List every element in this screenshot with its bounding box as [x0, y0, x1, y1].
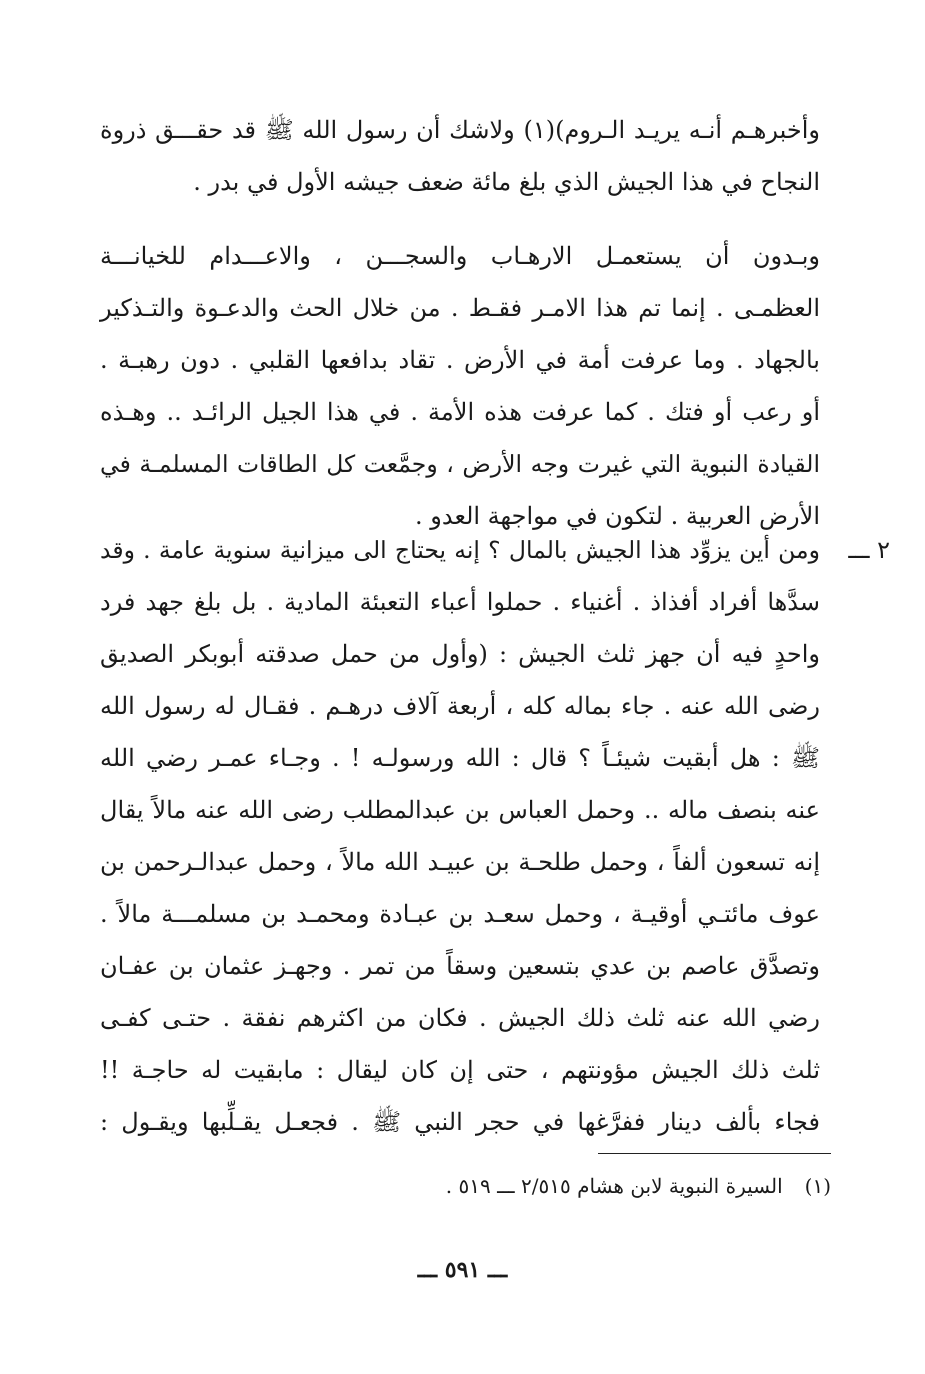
text-line: وبـدون أن يستعمـل الارهـاب والسجـــن ، والاعـــدام للخيانـــة — [100, 242, 820, 270]
footnote — [111, 1166, 831, 1206]
text-line: النجاح في هذا الجيش الذي بلغ مائة ضعف جيشه الأول في بدر . — [193, 168, 820, 196]
text-line: سدَّها أفراد أفذاذ . أغنياء . حملوا أعباء التعبئة المادية . بل بلغ جهد فرد — [100, 588, 820, 616]
text-line: واحدٍ فيه أن جهز ثلث الجيش : (وأول من حمل صدقته أبوبكر الصديق — [100, 640, 820, 668]
footnote-text: السيرة النبوية لابن هشام ٢/٥١٥ ـــ ٥١٩ . — [445, 1174, 783, 1198]
text-line: ﷺ : هل أبقيت شيئـاً ؟ قال : الله ورسولـه ! . وجـاء عمـر رضي الله — [100, 744, 820, 772]
text-line: ثلث ذلك الجيش مؤونتهم ، حتى إن كان ليقال : مابقيت له حاجـة !! — [100, 1056, 820, 1084]
text-line: رضى الله عنه . جاء بماله كله ، أربعة آلاف درهـم . فقـال له رسول الله — [100, 692, 820, 720]
text-line: العظمـى . إنما تم هذا الامـر فقـط . من خلال الحث والدعـوة والتـذكير — [100, 294, 820, 322]
text-line: رضي الله عنه ثلث ذلك الجيش . فكان من اكثرهم نفقة . حتـى كفـى — [100, 1004, 820, 1032]
text-line: إنه تسعون ألفاً ، وحمل طلحـة بن عبيـد الله مالاً ، وحمل عبدالـرحمن بن — [100, 848, 820, 876]
text-line: ومن أين يزوِّد هذا الجيش بالمال ؟ إنه يحتاج الى ميزانية سنوية عامة . وقد — [100, 536, 820, 564]
text-line: القيادة النبوية التي غيرت وجه الأرض ، وجمَّعت كل الطاقات المسلمـة في — [100, 450, 820, 478]
paragraph-1 — [100, 104, 820, 208]
text-line: أو رعب أو فتك . كما عرفت هذه الأمة . في هذا الجيل الرائـد .. وهـذه — [100, 398, 820, 426]
text-line: وتصدَّق عاصم بن عدي بتسعين وسقاً من تمر . وجهـز عثمان بن عفـان — [100, 952, 820, 980]
text-line: فجاء بألف دينار ففرَّغها في حجر النبي ﷺ . فجعـل يقـلِّبها ويقـول : — [100, 1108, 820, 1136]
text-line: عوف مائتـي أوقيـة ، وحمل سعـد بن عبـادة ومحمـد بن مسلمـــة مالاً . — [100, 900, 820, 928]
list-item-number: ٢ ـــ — [848, 536, 890, 564]
paragraph-3 — [100, 524, 820, 1148]
text-line: الأرض العربية . لتكون في مواجهة العدو . — [415, 502, 820, 530]
text-line: وأخبرهـم أنـه يريـد الـروم)(١) ولاشك أن رسول الله ﷺ قد حقـــق ذروة — [100, 116, 820, 144]
footnote-divider — [598, 1153, 831, 1154]
footnote-mark: (١) — [804, 1174, 831, 1198]
text-line: بالجهاد . وما عرفت أمة في الأرض . تقاد بدافعها القلبي . دون رهبـة . — [100, 346, 820, 374]
text-line: عنه بنصف ماله .. وحمل العباس بن عبدالمطلب رضى الله عنه مالاً يقال — [100, 796, 820, 824]
page-number: ـــ ٥٩١ ـــ — [417, 1257, 508, 1283]
paragraph-2 — [100, 230, 820, 542]
